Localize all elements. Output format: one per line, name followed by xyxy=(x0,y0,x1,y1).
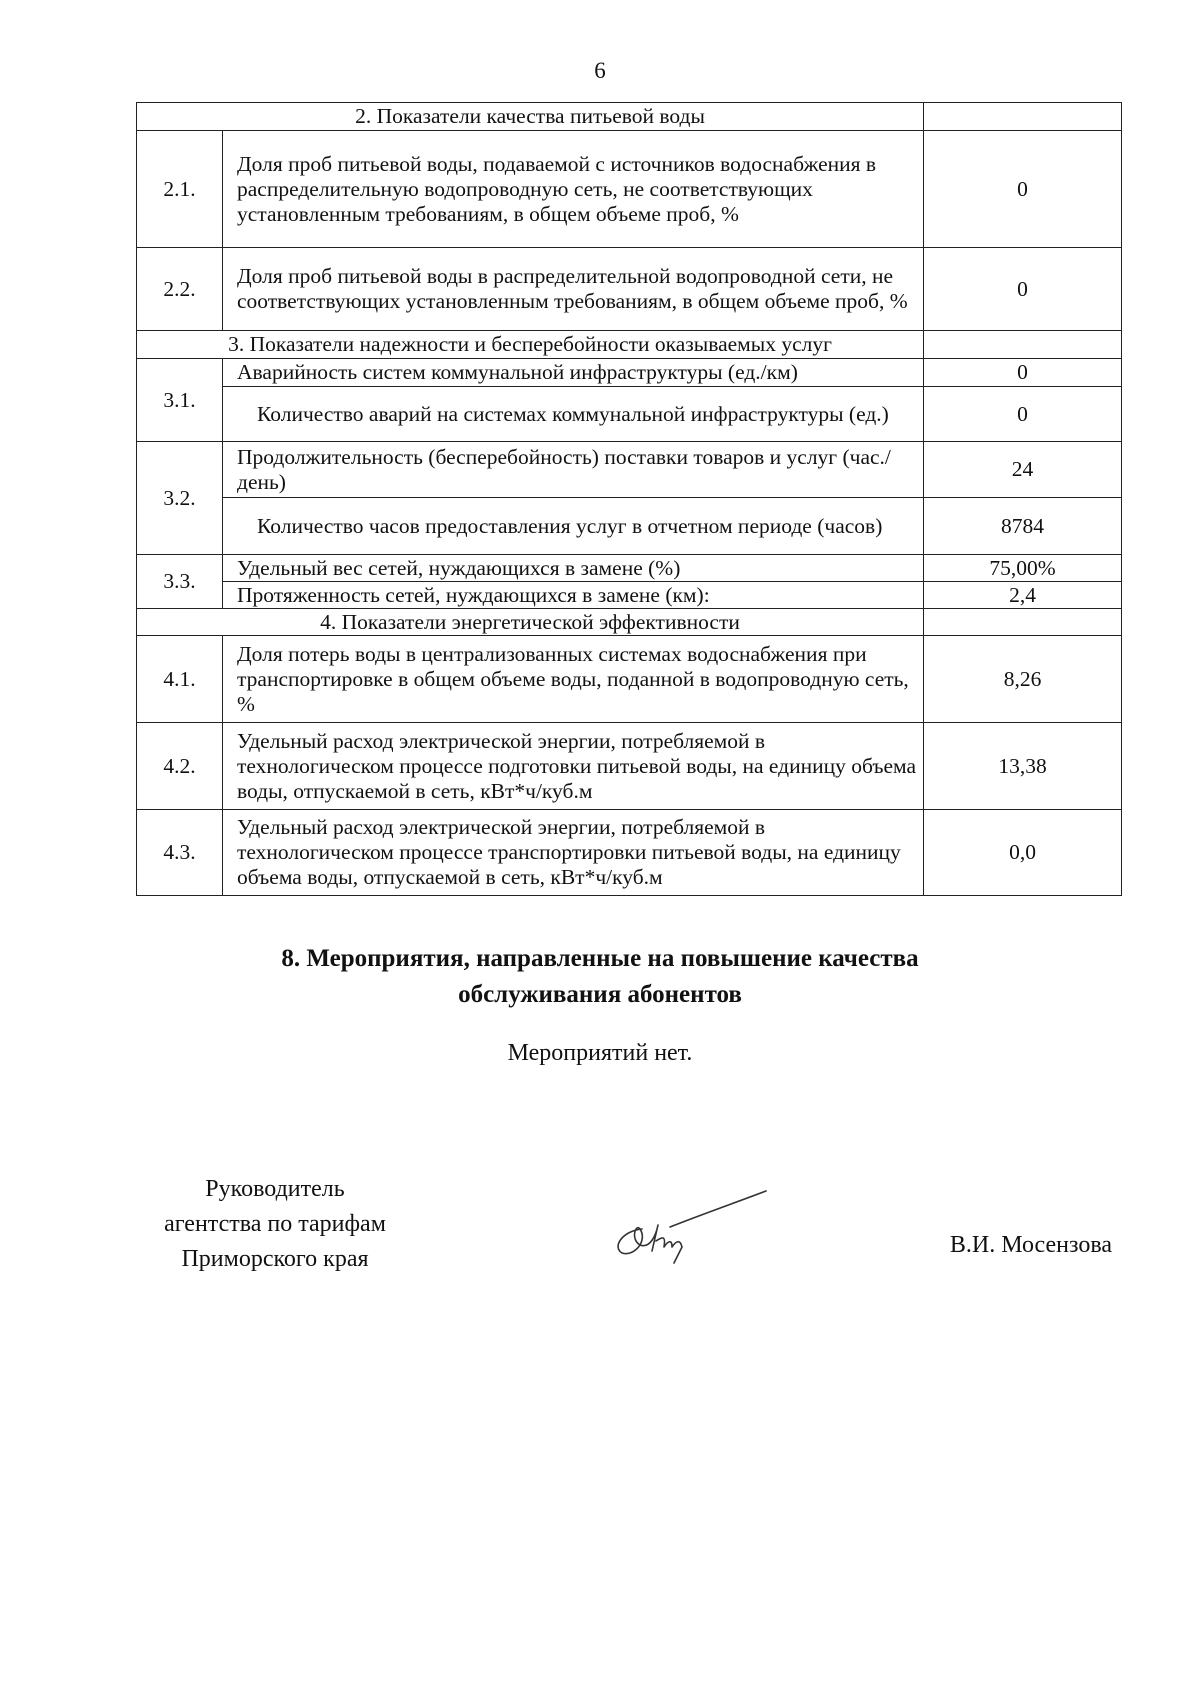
table-row xyxy=(137,723,1122,810)
row-value: 8,26 xyxy=(924,636,1122,723)
table-row xyxy=(137,131,1122,248)
signer-line: Руководитель xyxy=(205,1176,345,1202)
empty-cell xyxy=(924,103,1122,131)
row-description: Количество аварий на системах коммунальной инфраструктуры (ед.) xyxy=(223,387,924,442)
row-description: Количество часов предоставления услуг в отчетном периоде (часов) xyxy=(223,498,924,555)
row-value: 75,00% xyxy=(924,555,1122,582)
row-value: 0 xyxy=(924,387,1122,442)
row-value: 0 xyxy=(924,248,1122,331)
section-8-title-line1: 8. Мероприятия, направленные на повышение качества xyxy=(281,945,919,972)
row-number: 4.1. xyxy=(137,636,223,723)
table-row xyxy=(137,387,1122,442)
row-value: 2,4 xyxy=(924,582,1122,609)
row-value: 0,0 xyxy=(924,810,1122,896)
row-number: 3.1. xyxy=(137,359,223,442)
row-description: Удельный вес сетей, нуждающихся в замене (%) xyxy=(223,555,924,582)
signer-line: агентства по тарифам xyxy=(164,1211,386,1237)
row-description: Аварийность систем коммунальной инфраструктуры (ед./км) xyxy=(223,359,924,387)
row-description: Удельный расход электрической энергии, потребляемой в технологическом процессе подготовки питьевой воды, на единицу объема воды, отпускаемой в сеть, кВт*ч/куб.м xyxy=(223,723,924,810)
table-row xyxy=(137,555,1122,582)
section-2-title: 2. Показатели качества питьевой воды xyxy=(137,103,924,131)
row-description: Доля потерь воды в централизованных системах водоснабжения при транспортировке в общем объеме воды, поданной в водопроводную сеть, % xyxy=(223,636,924,723)
section-3-title: 3. Показатели надежности и бесперебойности оказываемых услуг xyxy=(137,331,924,359)
table-row xyxy=(137,442,1122,498)
table-row xyxy=(137,636,1122,723)
row-number: 3.2. xyxy=(137,442,223,555)
row-description: Доля проб питьевой воды в распределительной водопроводной сети, не соответствующих установленным требованиям, в общем объеме проб, % xyxy=(223,248,924,331)
indicators-table xyxy=(136,102,1122,896)
table-row xyxy=(137,810,1122,896)
signer-title xyxy=(130,1172,420,1277)
page-number: 6 xyxy=(594,58,606,83)
handwritten-signature xyxy=(600,1185,770,1275)
section-8-title xyxy=(0,941,1200,1013)
signer-line: Приморского края xyxy=(181,1246,369,1272)
measures-note: Мероприятий нет. xyxy=(507,1040,693,1066)
row-value: 8784 xyxy=(924,498,1122,555)
row-description: Продолжительность (бесперебойность) поставки товаров и услуг (час./день) xyxy=(223,442,924,498)
row-number: 2.1. xyxy=(137,131,223,248)
table-row xyxy=(137,248,1122,331)
row-value: 0 xyxy=(924,359,1122,387)
row-value: 0 xyxy=(924,131,1122,248)
table-row xyxy=(137,582,1122,609)
section-row xyxy=(137,609,1122,636)
row-number: 4.2. xyxy=(137,723,223,810)
row-value: 13,38 xyxy=(924,723,1122,810)
empty-cell xyxy=(924,331,1122,359)
row-number: 2.2. xyxy=(137,248,223,331)
empty-cell xyxy=(924,609,1122,636)
section-row xyxy=(137,103,1122,131)
row-number: 4.3. xyxy=(137,810,223,896)
row-number: 3.3. xyxy=(137,555,223,609)
row-description: Доля проб питьевой воды, подаваемой с источников водоснабжения в распределительную водопроводную сеть, не соответствующих установленным требованиям, в общем объеме проб, % xyxy=(223,131,924,248)
table-row xyxy=(137,498,1122,555)
section-8-title-line2: обслуживания абонентов xyxy=(458,981,742,1008)
row-description: Протяженность сетей, нуждающихся в замене (км): xyxy=(223,582,924,609)
section-row xyxy=(137,331,1122,359)
table-row xyxy=(137,359,1122,387)
row-value: 24 xyxy=(924,442,1122,498)
row-description: Удельный расход электрической энергии, потребляемой в технологическом процессе транспортировки питьевой воды, на единицу объема воды, отпускаемой в сеть, кВт*ч/куб.м xyxy=(223,810,924,896)
section-4-title: 4. Показатели энергетической эффективности xyxy=(137,609,924,636)
signer-name: В.И. Мосензова xyxy=(949,1232,1112,1258)
